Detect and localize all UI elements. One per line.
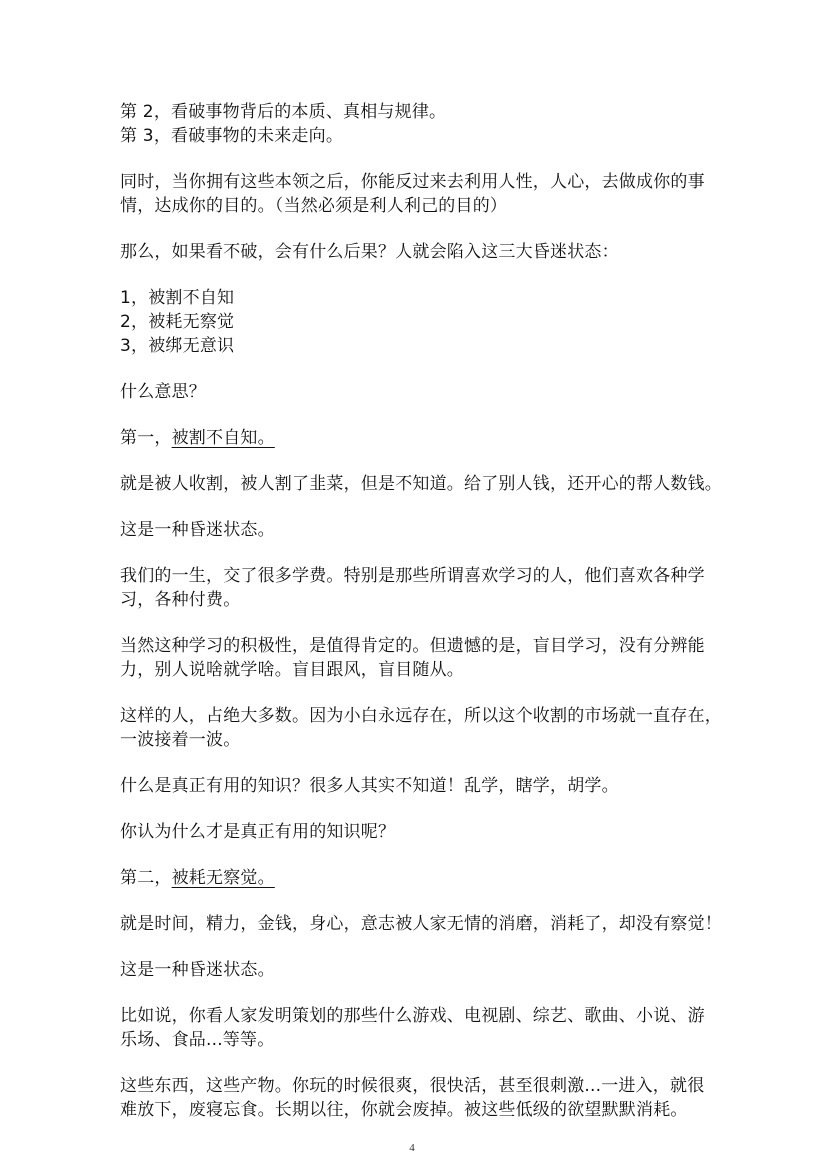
text-line: 那么，如果看不破，会有什么后果？人就会陷入这三大昏迷状态： [120, 242, 619, 262]
text-line: 当然这种学习的积极性，是值得肯定的。但遗憾的是，盲目学习，没有分辨能 [120, 636, 705, 656]
heading-title: 被耗无察觉。 [171, 868, 275, 888]
text-line: 这是一种昏迷状态。 [120, 520, 275, 540]
text-line: 你认为什么才是真正有用的知识呢？ [120, 822, 396, 842]
text-line: 习，各种付费。 [120, 590, 241, 610]
list-item: 1，被割不自知 [120, 288, 235, 308]
text-line: 比如说，你看人家发明策划的那些什么游戏、电视剧、综艺、歌曲、小说、游 [120, 1006, 705, 1026]
list-item: 2，被耗无察觉 [120, 312, 235, 332]
text-line: 什么是真正有用的知识？很多人其实不知道！乱学，瞎学，胡学。 [120, 776, 619, 796]
text-line: 这样的人，占绝大多数。因为小白永远存在，所以这个收割的市场就一直存在， [120, 706, 722, 726]
text-line: 乐场、食品...等等。 [120, 1030, 275, 1050]
heading-prefix: 第一， [120, 428, 172, 448]
heading-prefix: 第二， [120, 868, 172, 888]
list-item: 3，被绑无意识 [120, 336, 235, 356]
text-line: 就是被人收割，被人割了韭菜，但是不知道。给了别人钱，还开心的帮人数钱。 [120, 474, 722, 494]
text-line: 一波接着一波。 [120, 730, 241, 750]
page-number: 4 [409, 1142, 415, 1154]
text-line: 这是一种昏迷状态。 [120, 960, 275, 980]
text-line: 同时，当你拥有这些本领之后，你能反过来去利用人性，人心，去做成你的事 [120, 172, 705, 192]
text-line: 我们的一生，交了很多学费。特别是那些所谓喜欢学习的人，他们喜欢各种学 [120, 566, 705, 586]
heading-title: 被割不自知。 [171, 428, 275, 448]
section-heading-1 [120, 426, 730, 450]
text-line: 就是时间，精力，金钱，身心，意志被人家无情的消磨，消耗了，却没有察觉！ [120, 914, 722, 934]
text-line: 第 2，看破事物背后的本质、真相与规律。 [120, 102, 447, 122]
text-line: 力，别人说啥就学啥。盲目跟风，盲目随从。 [120, 660, 464, 680]
text-line: 情，达成你的目的。（当然必须是利人利己的目的） [120, 196, 508, 216]
text-line: 难放下，废寝忘食。长期以往，你就会废掉。被这些低级的欲望默默消耗。 [120, 1100, 688, 1120]
text-line: 这些东西，这些产物。你玩的时候很爽，很快活，甚至很刺激...一进入，就很 [120, 1076, 705, 1096]
section-heading-2 [120, 866, 730, 890]
text-line: 第 3，看破事物的未来走向。 [120, 126, 344, 146]
text-line: 什么意思？ [120, 382, 206, 402]
